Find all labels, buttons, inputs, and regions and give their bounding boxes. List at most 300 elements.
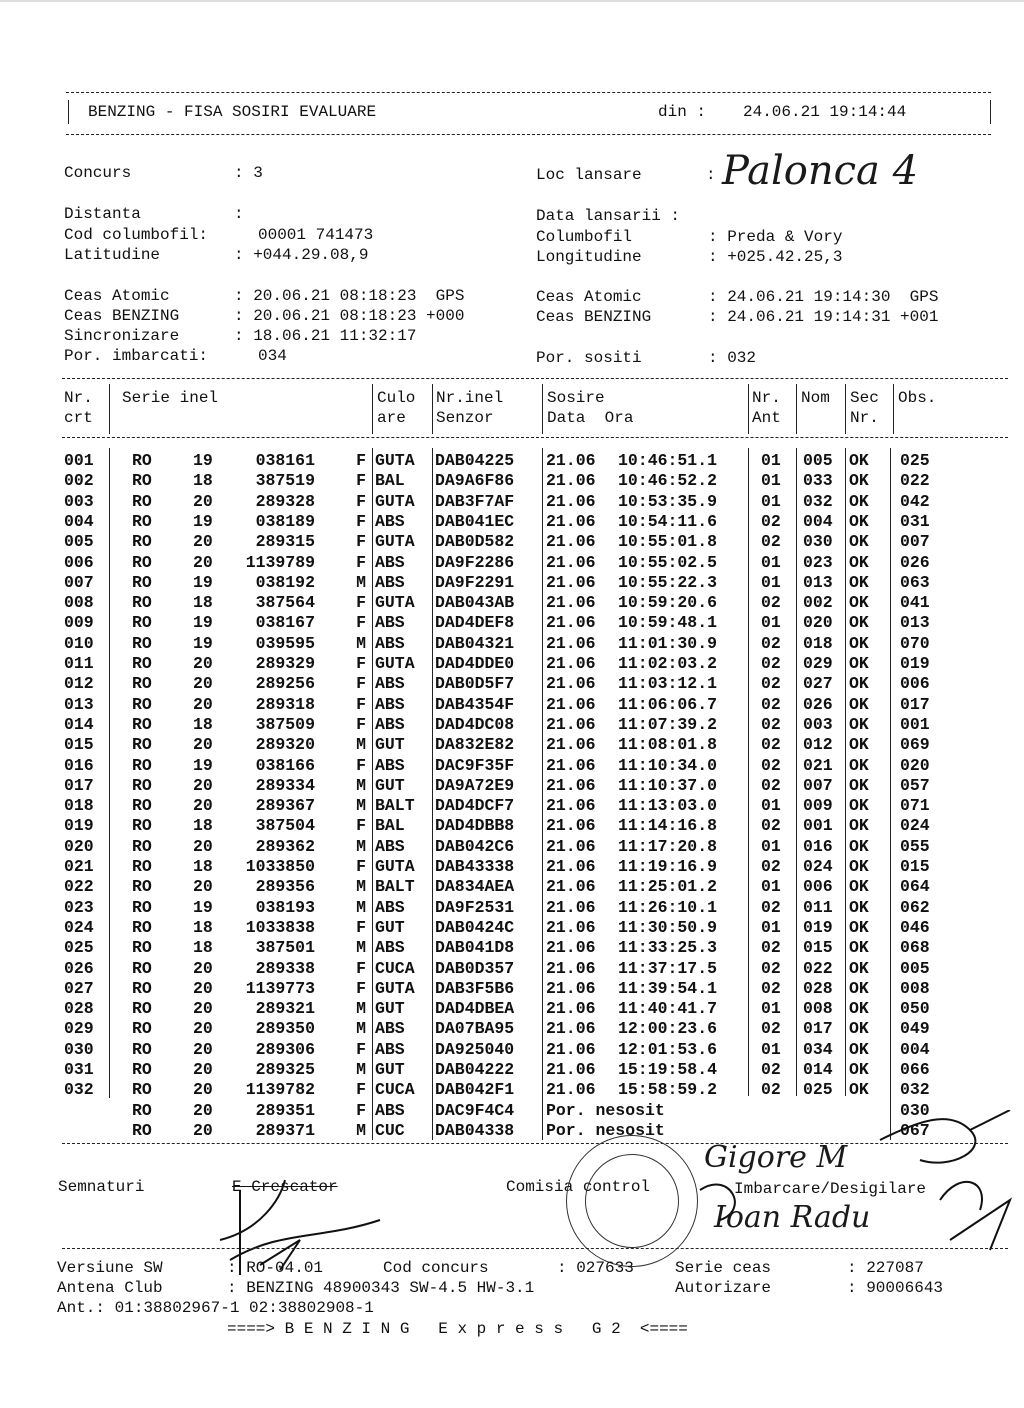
cell-inel: 038193 <box>255 897 315 917</box>
semnaturi-label: Semnaturi <box>58 1178 145 1196</box>
antenna-ids: Ant.: 01:38802967-1 02:38802908-1 <box>57 1299 374 1317</box>
por-sositi-label: Por. sositi <box>536 349 642 367</box>
cell-senzor: DA925040 <box>435 1039 515 1059</box>
cell-data: 21.06 <box>546 836 596 856</box>
cell-sec: OK <box>849 735 869 755</box>
loc-lansare-handwritten: Palonca 4 <box>722 148 919 194</box>
cell-nr: 009 <box>64 613 94 633</box>
th-obs: Obs. <box>898 389 937 407</box>
cell-ora: 11:33:25.3 <box>618 938 718 958</box>
cell-culoare: GUTA <box>375 654 415 673</box>
concurs-label: Concurs <box>64 164 132 182</box>
cell-senzor: DA834AEA <box>435 877 515 897</box>
ceas-benzing-start: : 20.06.21 08:18:23 +000 <box>234 307 465 325</box>
cell-nom: 030 <box>803 532 833 552</box>
cell-nom: 020 <box>803 613 833 633</box>
th-ant: Ant <box>752 409 781 427</box>
th-senzor: Senzor <box>436 409 494 427</box>
cell-sex: M <box>356 796 366 816</box>
cell-tara: RO <box>132 471 152 491</box>
cell-nom: 012 <box>803 735 833 755</box>
cell-nom: 011 <box>803 897 833 917</box>
cell-tara: RO <box>132 613 152 633</box>
table-row <box>0 796 1024 816</box>
cell-tara: RO <box>132 633 152 653</box>
cell-ant: 02 <box>761 1019 781 1039</box>
cell-ora: 11:01:30.9 <box>618 633 718 653</box>
cell-tara: RO <box>132 451 152 470</box>
cell-ant: 02 <box>761 816 781 836</box>
cell-nr: 002 <box>64 471 94 491</box>
column-divider <box>845 384 846 434</box>
por-sositi-value: : 032 <box>708 349 757 367</box>
cell-data: Por. nesosit <box>546 1100 665 1120</box>
cell-culoare: GUTA <box>375 451 415 470</box>
cell-nr: 005 <box>64 532 94 552</box>
cell-nr: 003 <box>64 491 94 511</box>
cell-ant: 01 <box>761 836 781 856</box>
ceas-atomic-start: : 20.06.21 08:18:23 GPS <box>234 287 465 305</box>
cell-obs: 071 <box>900 796 930 816</box>
table-row <box>0 613 1024 633</box>
cell-sec: OK <box>849 775 869 795</box>
cod-columbofil-value: 00001 741473 <box>258 226 374 244</box>
header-bottom-border <box>66 134 991 135</box>
cell-senzor: DAC9F35F <box>435 755 515 775</box>
ceas-benzing-end: : 24.06.21 19:14:31 +001 <box>708 308 939 326</box>
cell-senzor: DAB43338 <box>435 857 515 876</box>
cell-an: 18 <box>193 471 213 491</box>
columbofil-value: : Preda & Vory <box>708 228 843 246</box>
cell-sec: OK <box>849 654 869 673</box>
cell-nr: 017 <box>64 775 94 795</box>
cell-ora: 10:46:52.2 <box>618 471 718 491</box>
cell-tara: RO <box>132 816 152 836</box>
cell-senzor: DAB0D5F7 <box>435 674 515 694</box>
longitudine-value: : +025.42.25,3 <box>708 248 843 266</box>
cell-tara: RO <box>132 1120 152 1140</box>
cell-senzor: DAD4DBB8 <box>435 816 515 836</box>
cell-sex: M <box>356 999 366 1019</box>
cell-senzor: DAB0424C <box>435 917 515 937</box>
cell-an: 20 <box>193 1120 213 1140</box>
cell-ora: 11:37:17.5 <box>618 958 718 978</box>
commission-signatures <box>690 1110 1020 1260</box>
cell-nr: 010 <box>64 633 94 653</box>
cell-sex: M <box>356 877 366 897</box>
cell-inel: 289356 <box>255 877 315 897</box>
cell-an: 19 <box>193 613 213 633</box>
column-divider <box>372 384 373 434</box>
cell-culoare: ABS <box>375 613 405 633</box>
cell-inel: 289371 <box>255 1120 315 1140</box>
cell-nr: 008 <box>64 593 94 613</box>
ceas-atomic-label: Ceas Atomic <box>64 287 170 305</box>
cell-ora: 11:07:39.2 <box>618 714 718 734</box>
cell-nr: 014 <box>64 714 94 734</box>
cell-an: 18 <box>193 938 213 958</box>
cell-nom: 019 <box>803 917 833 937</box>
cell-sec: OK <box>849 714 869 734</box>
cell-inel: 1139789 <box>245 552 315 572</box>
cell-tara: RO <box>132 1019 152 1039</box>
cell-ora: 10:53:35.9 <box>618 491 718 511</box>
benzing-express-banner: ====> B E N Z I N G E x p r e s s G 2 <==== <box>227 1320 688 1338</box>
cell-culoare: GUT <box>375 775 405 795</box>
cell-culoare: ABS <box>375 836 405 856</box>
handwritten-signature-2: Ioan Radu <box>714 1200 871 1235</box>
cell-data: 21.06 <box>546 714 596 734</box>
cell-obs: 025 <box>900 451 930 470</box>
cell-obs: 026 <box>900 552 930 572</box>
cell-culoare: ABS <box>375 1019 405 1039</box>
cell-nr: 018 <box>64 796 94 816</box>
cell-sec: OK <box>849 938 869 958</box>
cell-data: 21.06 <box>546 532 596 552</box>
cell-an: 18 <box>193 816 213 836</box>
cell-tara: RO <box>132 735 152 755</box>
cell-an: 19 <box>193 451 213 470</box>
cell-nom: 023 <box>803 552 833 572</box>
cell-tara: RO <box>132 978 152 998</box>
cell-an: 20 <box>193 796 213 816</box>
cell-nom: 024 <box>803 857 833 876</box>
cell-ora: 12:01:53.6 <box>618 1039 718 1059</box>
cell-data: 21.06 <box>546 471 596 491</box>
cell-an: 18 <box>193 593 213 613</box>
versiune-sw-label: Versiune SW <box>57 1259 163 1277</box>
th-serie-inel: Serie inel <box>122 389 219 407</box>
header-right-border <box>990 100 991 124</box>
table-row <box>0 918 1024 938</box>
cell-culoare: ABS <box>375 755 405 775</box>
cell-culoare: GUT <box>375 735 405 755</box>
cell-sec: OK <box>849 755 869 775</box>
cell-obs: 066 <box>900 1060 930 1079</box>
cell-culoare: BAL <box>375 471 405 491</box>
cell-culoare: BALT <box>375 877 415 897</box>
cell-sex: F <box>356 816 366 836</box>
cell-data: 21.06 <box>546 978 596 998</box>
cell-an: 19 <box>193 511 213 531</box>
cell-nom: 001 <box>803 816 833 836</box>
th-nr: Nr. <box>64 389 93 407</box>
cell-tara: RO <box>132 1080 152 1100</box>
cell-nr: 016 <box>64 755 94 775</box>
cell-nom: 034 <box>803 1039 833 1059</box>
cell-tara: RO <box>132 877 152 897</box>
cell-culoare: ABS <box>375 572 405 592</box>
cell-inel: 289318 <box>255 694 315 714</box>
cell-an: 19 <box>193 572 213 592</box>
cell-inel: 038166 <box>255 755 315 775</box>
cell-inel: 387504 <box>255 816 315 836</box>
cell-tara: RO <box>132 1100 152 1120</box>
cell-tara: RO <box>132 775 152 795</box>
th-culoare-1: Culo <box>377 389 416 407</box>
cell-data: Por. nesosit <box>546 1120 665 1140</box>
cell-ant: 01 <box>761 613 781 633</box>
cell-ant: 02 <box>761 978 781 998</box>
cell-obs: 017 <box>900 694 930 714</box>
cell-tara: RO <box>132 1060 152 1079</box>
cell-obs: 050 <box>900 999 930 1019</box>
cell-senzor: DA9F2291 <box>435 572 515 592</box>
cell-inel: 289321 <box>255 999 315 1019</box>
cell-sec: OK <box>849 471 869 491</box>
cell-sex: F <box>356 451 366 470</box>
cell-data: 21.06 <box>546 735 596 755</box>
cell-data: 21.06 <box>546 674 596 694</box>
cell-obs: 020 <box>900 755 930 775</box>
cell-sec: OK <box>849 694 869 714</box>
cell-ant: 02 <box>761 857 781 876</box>
table-header-bottom-border <box>62 437 1008 438</box>
cell-nom: 017 <box>803 1019 833 1039</box>
crescator-text: Crescator <box>251 1178 338 1196</box>
cell-an: 18 <box>193 714 213 734</box>
cell-data: 21.06 <box>546 633 596 653</box>
imbarcare-desigilare-label: Imbarcare/Desigilare <box>734 1180 927 1198</box>
table-row <box>0 938 1024 958</box>
concurs-value: : 3 <box>234 164 263 182</box>
cell-obs: 030 <box>900 1100 930 1120</box>
cell-tara: RO <box>132 917 152 937</box>
cell-an: 20 <box>193 532 213 552</box>
cell-an: 20 <box>193 735 213 755</box>
cell-sex: F <box>356 694 366 714</box>
table-row <box>0 1019 1024 1039</box>
cell-obs: 019 <box>900 654 930 673</box>
cell-nr: 031 <box>64 1060 94 1079</box>
cell-nom: 014 <box>803 1060 833 1079</box>
cell-culoare: CUCA <box>375 1080 415 1100</box>
cell-culoare: GUT <box>375 999 405 1019</box>
cell-inel: 289351 <box>255 1100 315 1120</box>
cell-culoare: ABS <box>375 938 405 958</box>
cell-nom: 004 <box>803 511 833 531</box>
cell-sec: OK <box>849 897 869 917</box>
cell-data: 21.06 <box>546 1039 596 1059</box>
cell-obs: 049 <box>900 1019 930 1039</box>
cell-ant: 01 <box>761 572 781 592</box>
cell-tara: RO <box>132 1039 152 1059</box>
cell-tara: RO <box>132 593 152 613</box>
cell-sex: F <box>356 532 366 552</box>
cell-inel: 1139773 <box>245 978 315 998</box>
cell-ora: 11:26:10.1 <box>618 897 718 917</box>
table-row <box>0 837 1024 857</box>
table-row <box>0 492 1024 512</box>
cell-data: 21.06 <box>546 451 596 470</box>
cell-ora: 11:13:03.0 <box>618 796 718 816</box>
cell-senzor: DA9A72E9 <box>435 775 515 795</box>
cell-inel: 289256 <box>255 674 315 694</box>
cell-obs: 055 <box>900 836 930 856</box>
cell-inel: 289325 <box>255 1060 315 1079</box>
cell-sec: OK <box>849 613 869 633</box>
th-sosire: Sosire <box>547 389 605 407</box>
cell-inel: 289338 <box>255 958 315 978</box>
cell-nr: 020 <box>64 836 94 856</box>
cell-data: 21.06 <box>546 775 596 795</box>
cell-data: 21.06 <box>546 511 596 531</box>
cell-tara: RO <box>132 694 152 714</box>
cell-ant: 01 <box>761 917 781 937</box>
cell-nom: 016 <box>803 836 833 856</box>
table-row <box>0 512 1024 532</box>
cell-an: 20 <box>193 877 213 897</box>
cell-an: 18 <box>193 857 213 876</box>
table-row <box>0 898 1024 918</box>
cell-sec: OK <box>849 511 869 531</box>
cell-nr: 021 <box>64 857 94 876</box>
cell-sec: OK <box>849 674 869 694</box>
table-row <box>0 816 1024 836</box>
cell-nr: 019 <box>64 816 94 836</box>
cell-senzor: DA9F2286 <box>435 552 515 572</box>
table-row <box>0 532 1024 552</box>
cell-inel: 1033838 <box>245 917 315 937</box>
cell-ant: 02 <box>761 938 781 958</box>
table-row <box>0 877 1024 897</box>
cell-sex: F <box>356 654 366 673</box>
footer-top-border <box>62 1248 1008 1249</box>
cell-an: 20 <box>193 1100 213 1120</box>
longitudine-label: Longitudine <box>536 248 642 266</box>
por-imbarcati-label: Por. imbarcati: <box>64 347 209 365</box>
cell-obs: 022 <box>900 471 930 491</box>
cell-obs: 015 <box>900 857 930 876</box>
cell-ant: 02 <box>761 775 781 795</box>
cell-ora: 10:59:20.6 <box>618 593 718 613</box>
cell-sec: OK <box>849 857 869 876</box>
cell-an: 19 <box>193 633 213 653</box>
cell-tara: RO <box>132 714 152 734</box>
cell-nr: 032 <box>64 1080 94 1100</box>
ceas-benzing-label: Ceas BENZING <box>64 307 180 325</box>
cell-ora: 11:06:06.7 <box>618 694 718 714</box>
cell-sec: OK <box>849 572 869 592</box>
sincronizare-label: Sincronizare <box>64 327 180 345</box>
cell-culoare: GUT <box>375 1060 405 1079</box>
cell-data: 21.06 <box>546 1060 596 1079</box>
cell-obs: 046 <box>900 917 930 937</box>
cell-an: 19 <box>193 755 213 775</box>
ceas-atomic-label-2: Ceas Atomic <box>536 288 642 306</box>
cell-tara: RO <box>132 532 152 552</box>
cod-concurs-value: : 027633 <box>557 1259 634 1277</box>
cell-inel: 387564 <box>255 593 315 613</box>
cell-obs: 064 <box>900 877 930 897</box>
por-imbarcati-value: 034 <box>258 347 287 365</box>
cell-ora: 15:58:59.2 <box>618 1080 718 1100</box>
distanta-label: Distanta <box>64 205 141 223</box>
table-row <box>0 776 1024 796</box>
cell-culoare: GUTA <box>375 532 415 552</box>
cell-culoare: GUTA <box>375 491 415 511</box>
cell-nom: 025 <box>803 1080 833 1100</box>
cell-inel: 289367 <box>255 796 315 816</box>
cell-sec: OK <box>849 958 869 978</box>
club-stamp-inner <box>585 1154 679 1248</box>
cell-culoare: ABS <box>375 694 405 714</box>
cell-senzor: DAC9F4C4 <box>435 1100 515 1120</box>
cell-data: 21.06 <box>546 958 596 978</box>
cell-inel: 289334 <box>255 775 315 795</box>
cell-nr: 030 <box>64 1039 94 1059</box>
cell-obs: 070 <box>900 633 930 653</box>
header-top-border <box>66 92 991 93</box>
cell-nom: 015 <box>803 938 833 958</box>
th-culoare-2: are <box>377 409 406 427</box>
cell-senzor: DAD4DCF7 <box>435 796 515 816</box>
autorizare-value: : 90006643 <box>847 1279 944 1297</box>
th-sec: Sec <box>850 389 879 407</box>
cell-data: 21.06 <box>546 593 596 613</box>
cell-culoare: ABS <box>375 552 405 572</box>
cell-tara: RO <box>132 857 152 876</box>
cell-ant: 02 <box>761 633 781 653</box>
cell-culoare: ABS <box>375 674 405 694</box>
cell-obs: 042 <box>900 491 930 511</box>
cell-ora: 11:10:34.0 <box>618 755 718 775</box>
cell-data: 21.06 <box>546 857 596 876</box>
cod-columbofil-label: Cod columbofil: <box>64 226 209 244</box>
cell-nr: 027 <box>64 978 94 998</box>
table-row <box>0 634 1024 654</box>
cell-ant: 01 <box>761 471 781 491</box>
table-row <box>0 735 1024 755</box>
cell-nr: 029 <box>64 1019 94 1039</box>
cell-culoare: ABS <box>375 1100 405 1120</box>
th-nr-inel: Nr.inel <box>436 389 504 407</box>
cell-ant: 01 <box>761 1039 781 1059</box>
cell-ant: 01 <box>761 796 781 816</box>
column-divider <box>432 384 433 434</box>
cell-data: 21.06 <box>546 1080 596 1100</box>
cell-culoare: CUC <box>375 1120 405 1140</box>
cell-ora: 11:40:41.7 <box>618 999 718 1019</box>
report-date-value: 24.06.21 19:14:44 <box>743 103 907 121</box>
th-data-ora: Data Ora <box>547 409 634 427</box>
column-divider <box>748 384 749 434</box>
cell-inel: 387501 <box>255 938 315 958</box>
cell-nom: 005 <box>803 451 833 470</box>
th-crt: crt <box>64 409 93 427</box>
table-row <box>0 1040 1024 1060</box>
cell-inel: 038167 <box>255 613 315 633</box>
cell-inel: 1139782 <box>245 1080 315 1100</box>
table-row <box>0 999 1024 1019</box>
cell-an: 20 <box>193 1019 213 1039</box>
cell-sex: M <box>356 836 366 856</box>
cell-nom: 013 <box>803 572 833 592</box>
cell-nom: 003 <box>803 714 833 734</box>
loc-lansare-label: Loc lansare <box>536 166 642 184</box>
serie-ceas-value: : 227087 <box>847 1259 924 1277</box>
cell-data: 21.06 <box>546 755 596 775</box>
cell-data: 21.06 <box>546 897 596 917</box>
table-row <box>0 553 1024 573</box>
cell-sex: M <box>356 633 366 653</box>
cell-senzor: DAD4DBEA <box>435 999 515 1019</box>
cell-sex: F <box>356 552 366 572</box>
latitudine-label: Latitudine <box>64 246 161 264</box>
cell-sex: F <box>356 674 366 694</box>
cell-sec: OK <box>849 552 869 572</box>
cell-tara: RO <box>132 897 152 917</box>
